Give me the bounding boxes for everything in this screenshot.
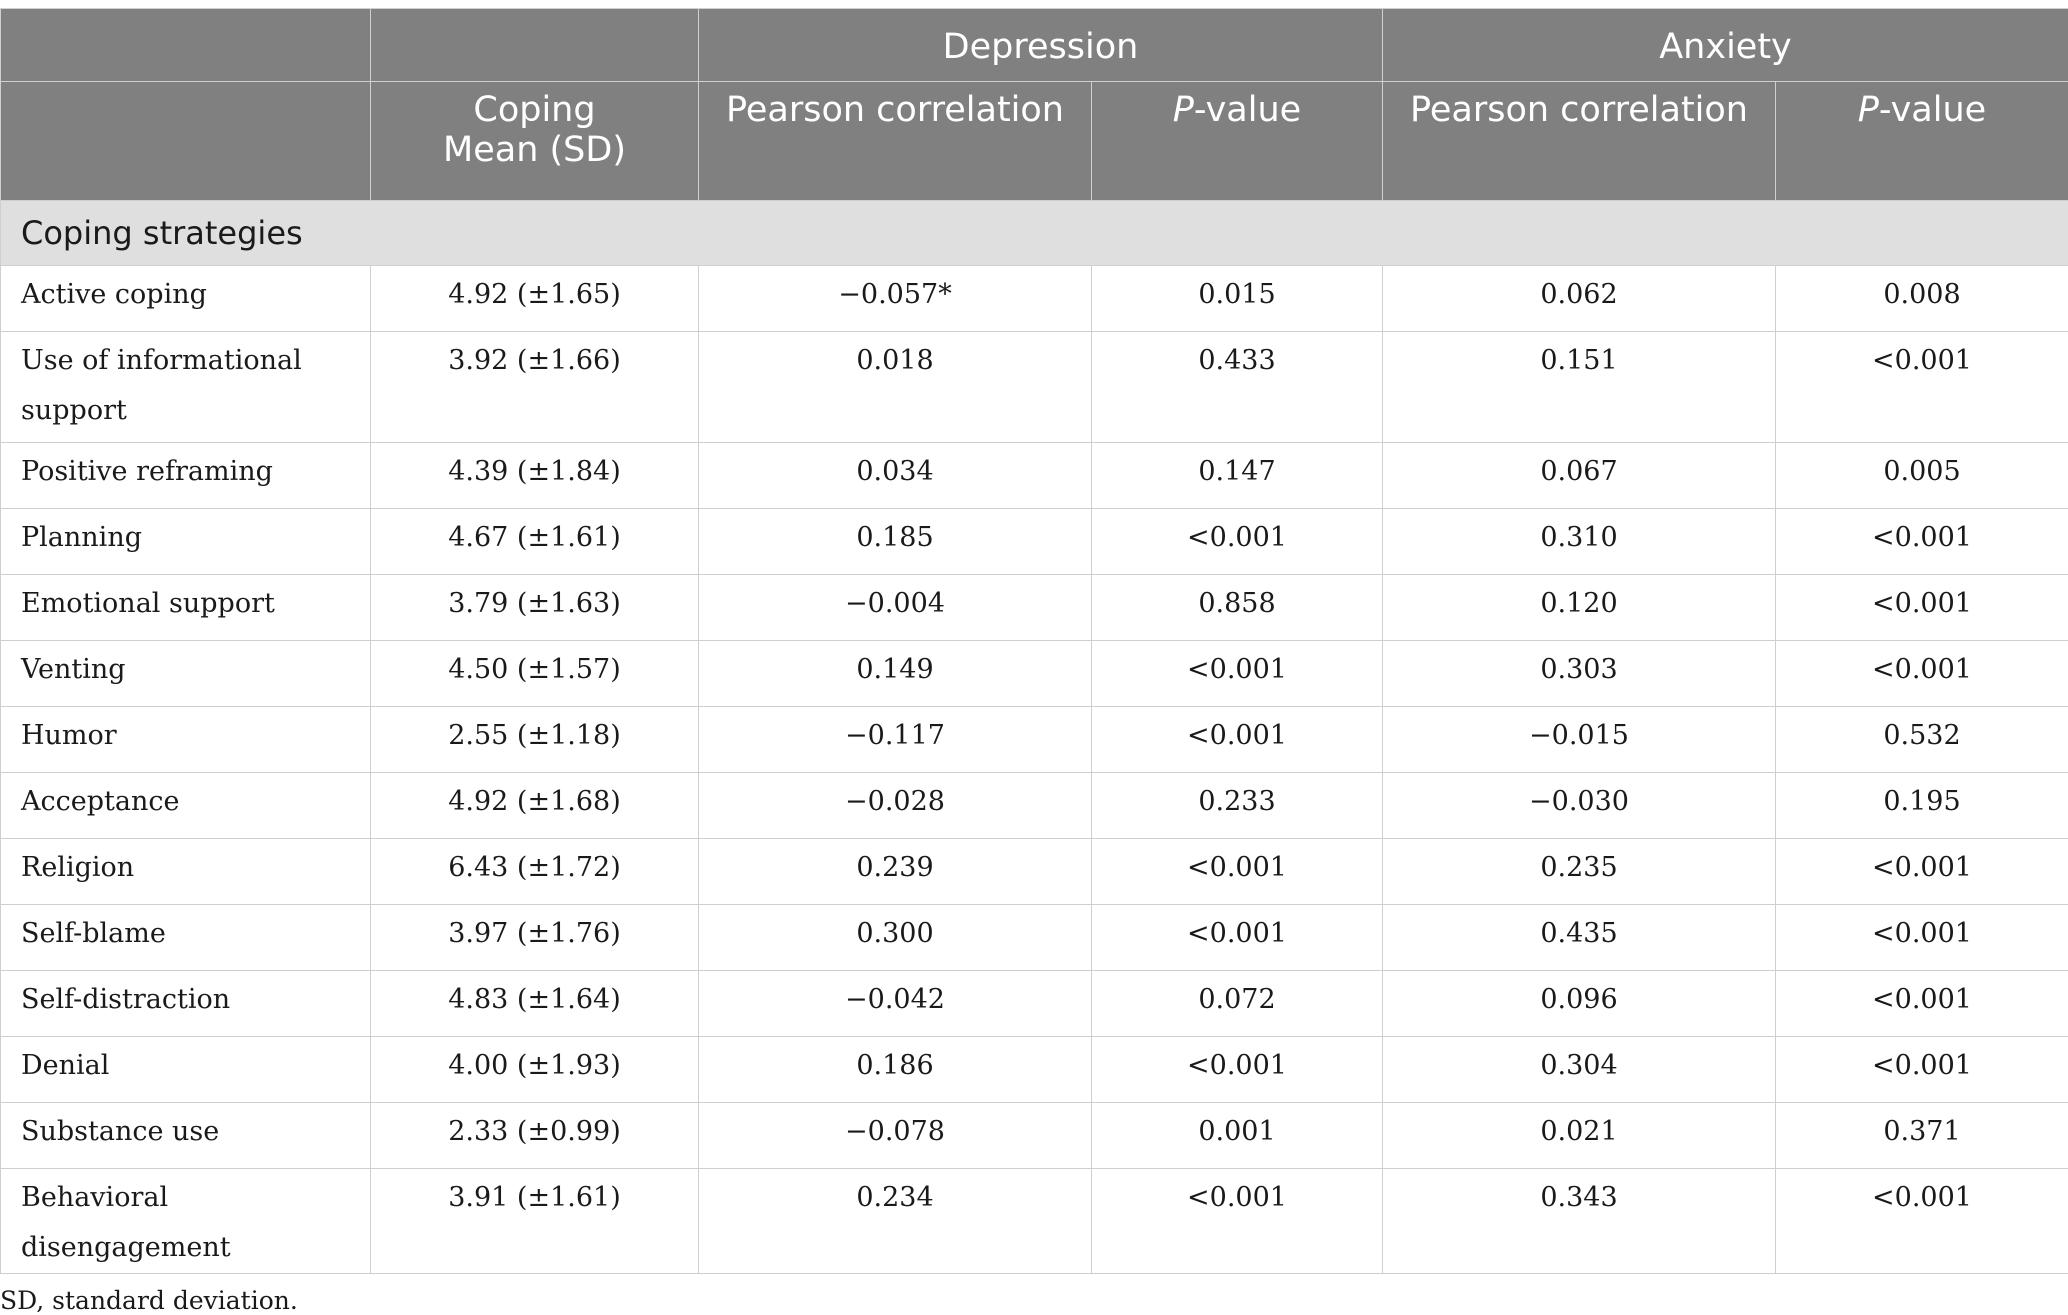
anxiety-p-cell: <0.001 bbox=[1776, 1169, 2068, 1274]
mean-sd-cell: 4.92 (±1.68) bbox=[371, 773, 699, 839]
header-empty-cell bbox=[1, 82, 371, 201]
header-coping-line2: Mean (SD) bbox=[443, 130, 626, 170]
depression-r-cell: 0.149 bbox=[699, 641, 1092, 707]
strategy-cell: Behavioral disengagement bbox=[1, 1169, 371, 1274]
depression-p-cell: 0.858 bbox=[1092, 575, 1383, 641]
mean-sd-cell: 4.92 (±1.65) bbox=[371, 266, 699, 332]
depression-r-cell: 0.300 bbox=[699, 905, 1092, 971]
depression-r-cell: 0.186 bbox=[699, 1037, 1092, 1103]
strategy-cell: Religion bbox=[1, 839, 371, 905]
anxiety-r-cell: 0.151 bbox=[1383, 332, 1776, 443]
anxiety-p-cell: <0.001 bbox=[1776, 971, 2068, 1037]
depression-p-cell: <0.001 bbox=[1092, 707, 1383, 773]
table-row bbox=[1, 971, 2068, 1037]
depression-r-cell: −0.004 bbox=[699, 575, 1092, 641]
header-empty-cell bbox=[371, 9, 699, 82]
anxiety-p-cell: <0.001 bbox=[1776, 1037, 2068, 1103]
anxiety-r-cell: 0.235 bbox=[1383, 839, 1776, 905]
header-depression-p-italic: P bbox=[1173, 90, 1194, 130]
section-label: Coping strategies bbox=[1, 201, 2068, 266]
strategy-cell: Venting bbox=[1, 641, 371, 707]
anxiety-r-cell: 0.120 bbox=[1383, 575, 1776, 641]
strategy-cell: Denial bbox=[1, 1037, 371, 1103]
anxiety-p-cell: 0.371 bbox=[1776, 1103, 2068, 1169]
section-row bbox=[1, 201, 2068, 266]
mean-sd-cell: 4.00 (±1.93) bbox=[371, 1037, 699, 1103]
strategy-cell: Positive reframing bbox=[1, 443, 371, 509]
depression-r-cell: −0.028 bbox=[699, 773, 1092, 839]
anxiety-r-cell: −0.030 bbox=[1383, 773, 1776, 839]
depression-r-cell: 0.018 bbox=[699, 332, 1092, 443]
table-row bbox=[1, 1103, 2068, 1169]
table-row bbox=[1, 905, 2068, 971]
mean-sd-cell: 2.55 (±1.18) bbox=[371, 707, 699, 773]
depression-p-cell: 0.015 bbox=[1092, 266, 1383, 332]
strategy-cell: Self-blame bbox=[1, 905, 371, 971]
strategy-cell: Humor bbox=[1, 707, 371, 773]
mean-sd-cell: 4.83 (±1.64) bbox=[371, 971, 699, 1037]
depression-r-cell: 0.185 bbox=[699, 509, 1092, 575]
strategy-cell: Use of informational support bbox=[1, 332, 371, 443]
depression-p-cell: 0.072 bbox=[1092, 971, 1383, 1037]
depression-r-cell: −0.042 bbox=[699, 971, 1092, 1037]
table-footnote: SD, standard deviation. bbox=[0, 1286, 2068, 1315]
table-row bbox=[1, 839, 2068, 905]
header-empty-cell bbox=[1, 9, 371, 82]
table-row bbox=[1, 1037, 2068, 1103]
header-group-anxiety: Anxiety bbox=[1383, 9, 2068, 82]
depression-p-cell: 0.433 bbox=[1092, 332, 1383, 443]
anxiety-p-cell: <0.001 bbox=[1776, 575, 2068, 641]
coping-correlation-table bbox=[0, 8, 2068, 1274]
table-body bbox=[1, 201, 2068, 1274]
anxiety-r-cell: 0.343 bbox=[1383, 1169, 1776, 1274]
anxiety-p-cell: <0.001 bbox=[1776, 641, 2068, 707]
depression-r-cell: 0.239 bbox=[699, 839, 1092, 905]
header-coping-mean-sd bbox=[371, 82, 699, 201]
mean-sd-cell: 3.91 (±1.61) bbox=[371, 1169, 699, 1274]
table-header bbox=[1, 9, 2068, 201]
strategy-cell: Active coping bbox=[1, 266, 371, 332]
anxiety-p-cell: 0.005 bbox=[1776, 443, 2068, 509]
header-depression-pearson: Pearson correlation bbox=[699, 82, 1092, 201]
document bbox=[0, 8, 2068, 1315]
anxiety-p-cell: 0.195 bbox=[1776, 773, 2068, 839]
strategy-cell: Emotional support bbox=[1, 575, 371, 641]
table-row bbox=[1, 443, 2068, 509]
strategy-cell: Acceptance bbox=[1, 773, 371, 839]
depression-p-cell: 0.001 bbox=[1092, 1103, 1383, 1169]
header-row-groups bbox=[1, 9, 2068, 82]
depression-p-cell: <0.001 bbox=[1092, 905, 1383, 971]
mean-sd-cell: 2.33 (±0.99) bbox=[371, 1103, 699, 1169]
anxiety-r-cell: 0.096 bbox=[1383, 971, 1776, 1037]
header-coping-line1: Coping bbox=[473, 90, 595, 130]
header-group-depression: Depression bbox=[699, 9, 1383, 82]
mean-sd-cell: 4.50 (±1.57) bbox=[371, 641, 699, 707]
table-row bbox=[1, 707, 2068, 773]
depression-p-cell: <0.001 bbox=[1092, 641, 1383, 707]
anxiety-r-cell: 0.304 bbox=[1383, 1037, 1776, 1103]
depression-p-cell: 0.233 bbox=[1092, 773, 1383, 839]
anxiety-r-cell: −0.015 bbox=[1383, 707, 1776, 773]
header-anxiety-p-rest: -value bbox=[1879, 90, 1986, 130]
table-row bbox=[1, 266, 2068, 332]
mean-sd-cell: 3.79 (±1.63) bbox=[371, 575, 699, 641]
table-row bbox=[1, 575, 2068, 641]
header-anxiety-pearson: Pearson correlation bbox=[1383, 82, 1776, 201]
header-depression-p-value bbox=[1092, 82, 1383, 201]
anxiety-p-cell: <0.001 bbox=[1776, 332, 2068, 443]
table-row bbox=[1, 1169, 2068, 1274]
depression-r-cell: −0.057* bbox=[699, 266, 1092, 332]
mean-sd-cell: 3.92 (±1.66) bbox=[371, 332, 699, 443]
mean-sd-cell: 4.39 (±1.84) bbox=[371, 443, 699, 509]
depression-p-cell: <0.001 bbox=[1092, 509, 1383, 575]
header-depression-p-rest: -value bbox=[1194, 90, 1301, 130]
depression-r-cell: −0.078 bbox=[699, 1103, 1092, 1169]
anxiety-r-cell: 0.435 bbox=[1383, 905, 1776, 971]
strategy-cell: Self-distraction bbox=[1, 971, 371, 1037]
depression-p-cell: <0.001 bbox=[1092, 1169, 1383, 1274]
header-anxiety-p-value bbox=[1776, 82, 2068, 201]
anxiety-p-cell: <0.001 bbox=[1776, 839, 2068, 905]
depression-r-cell: 0.034 bbox=[699, 443, 1092, 509]
anxiety-r-cell: 0.062 bbox=[1383, 266, 1776, 332]
table-row bbox=[1, 641, 2068, 707]
anxiety-p-cell: 0.532 bbox=[1776, 707, 2068, 773]
depression-r-cell: −0.117 bbox=[699, 707, 1092, 773]
anxiety-r-cell: 0.303 bbox=[1383, 641, 1776, 707]
anxiety-r-cell: 0.067 bbox=[1383, 443, 1776, 509]
header-row-columns bbox=[1, 82, 2068, 201]
strategy-cell: Substance use bbox=[1, 1103, 371, 1169]
depression-r-cell: 0.234 bbox=[699, 1169, 1092, 1274]
depression-p-cell: 0.147 bbox=[1092, 443, 1383, 509]
table-row bbox=[1, 773, 2068, 839]
mean-sd-cell: 6.43 (±1.72) bbox=[371, 839, 699, 905]
mean-sd-cell: 4.67 (±1.61) bbox=[371, 509, 699, 575]
table-row bbox=[1, 332, 2068, 443]
strategy-cell: Planning bbox=[1, 509, 371, 575]
table-row bbox=[1, 509, 2068, 575]
anxiety-r-cell: 0.021 bbox=[1383, 1103, 1776, 1169]
anxiety-p-cell: <0.001 bbox=[1776, 509, 2068, 575]
anxiety-p-cell: <0.001 bbox=[1776, 905, 2068, 971]
depression-p-cell: <0.001 bbox=[1092, 839, 1383, 905]
anxiety-r-cell: 0.310 bbox=[1383, 509, 1776, 575]
depression-p-cell: <0.001 bbox=[1092, 1037, 1383, 1103]
mean-sd-cell: 3.97 (±1.76) bbox=[371, 905, 699, 971]
header-anxiety-p-italic: P bbox=[1858, 90, 1879, 130]
anxiety-p-cell: 0.008 bbox=[1776, 266, 2068, 332]
